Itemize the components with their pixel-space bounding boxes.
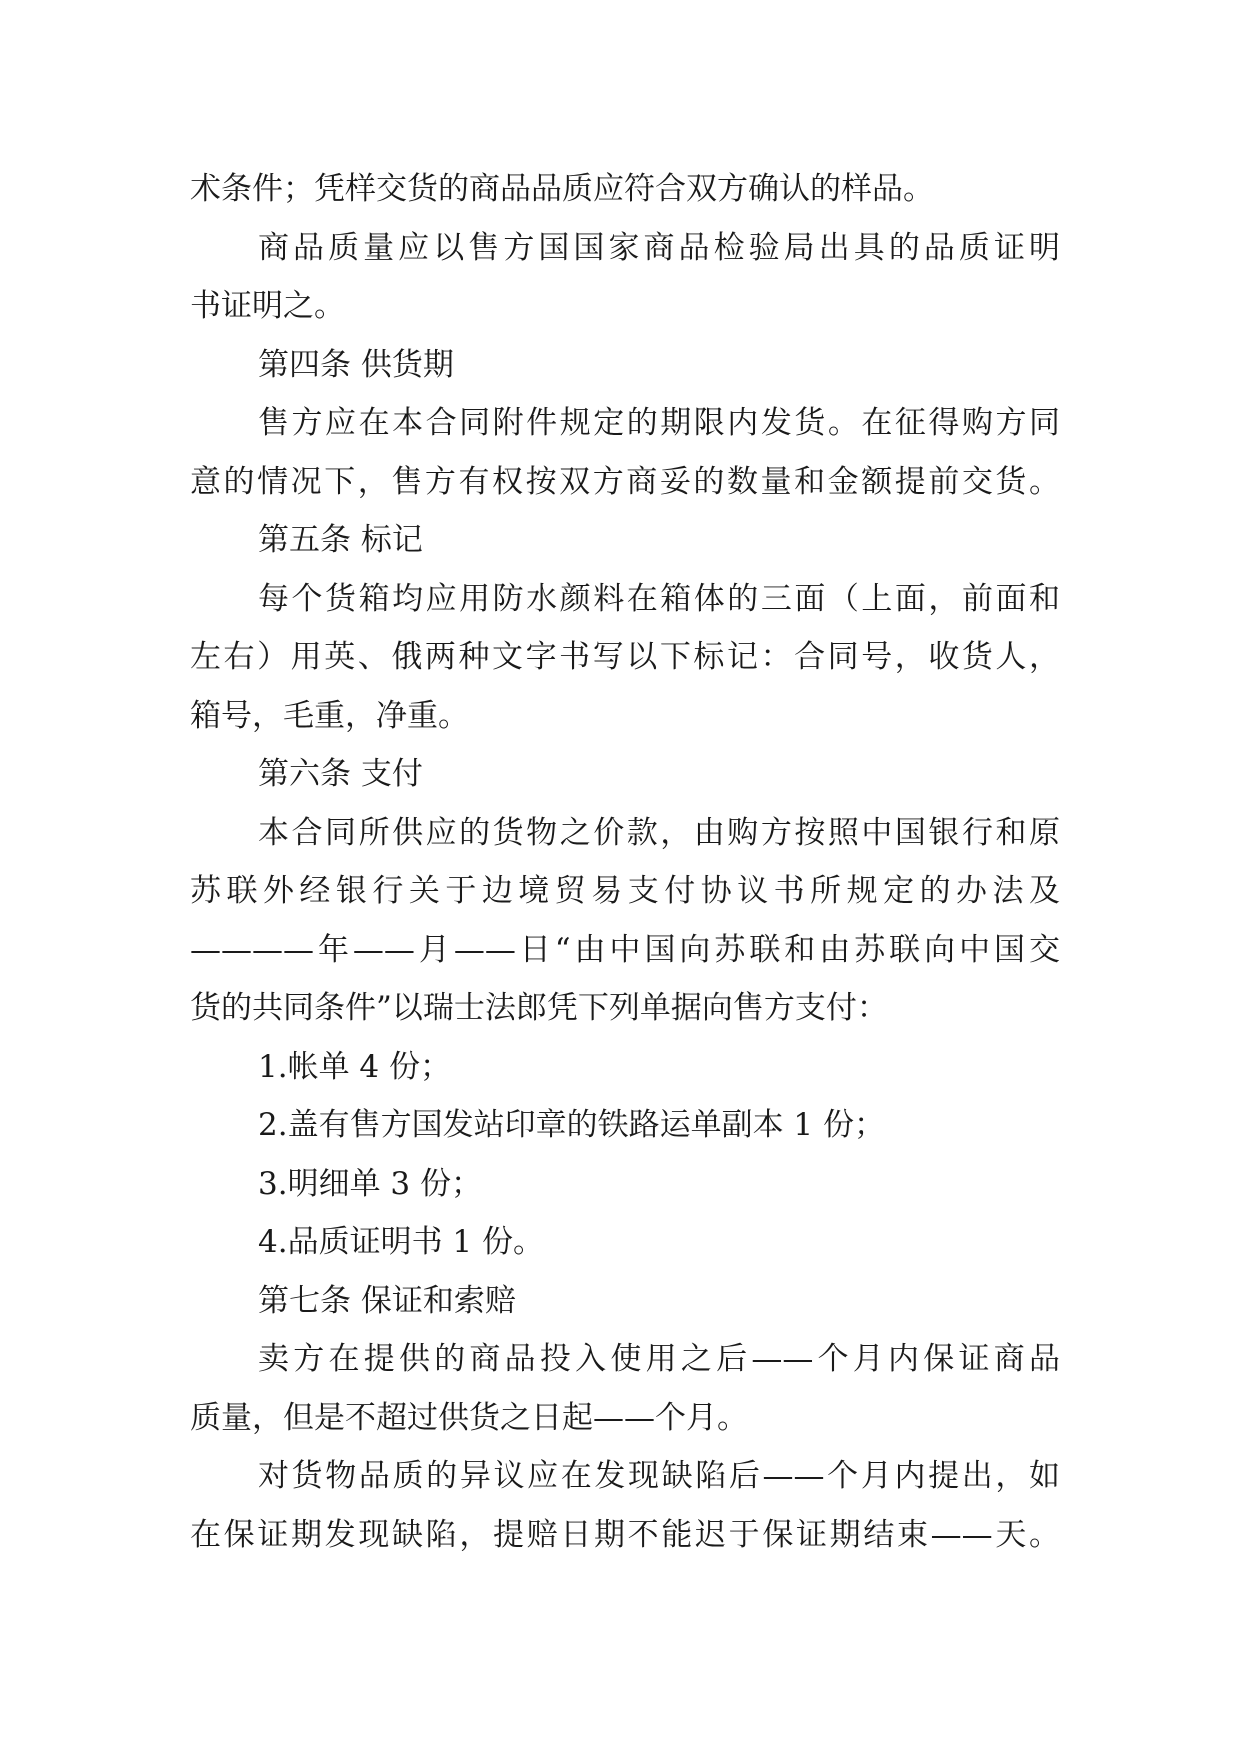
text-line: 货的共同条件”以瑞士法郎凭下列单据向售方支付： <box>190 990 888 1026</box>
text-line: 对货物品质的异议应在发现缺陷后——个月内提出，如 <box>258 1458 1060 1494</box>
section-heading: 第六条 支付 <box>258 756 423 792</box>
text-line: 书证明之。 <box>190 288 345 324</box>
list-item: 2.盖有售方国发站印章的铁路运单副本 1 份； <box>258 1107 886 1143</box>
section-heading: 第五条 标记 <box>258 522 423 558</box>
text-line: ————年——月——日“由中国向苏联和由苏联向中国交 <box>190 931 1060 968</box>
text-line: 卖方在提供的商品投入使用之后——个月内保证商品 <box>258 1341 1060 1377</box>
text-line: 左右）用英、俄两种文字书写以下标记：合同号，收货人， <box>190 639 1060 675</box>
text-line: 每个货箱均应用防水颜料在箱体的三面（上面，前面和 <box>258 580 1060 617</box>
text-line: 在保证期发现缺陷，提赔日期不能迟于保证期结束——天。 <box>190 1516 1060 1553</box>
list-item: 1.帐单 4 份； <box>258 1048 452 1085</box>
list-item: 3.明细单 3 份； <box>258 1165 483 1202</box>
text-line: 术条件；凭样交货的商品品质应符合双方确认的样品。 <box>190 171 934 207</box>
text-line: 商品质量应以售方国国家商品检验局出具的品质证明 <box>258 229 1060 266</box>
text-line: 售方应在本合同附件规定的期限内发货。在征得购方同 <box>258 405 1060 441</box>
text-line: 本合同所供应的货物之价款，由购方按照中国银行和原 <box>258 814 1060 851</box>
section-heading: 第四条 供货期 <box>258 346 454 383</box>
text-line: 意的情况下，售方有权按双方商妥的数量和金额提前交货。 <box>190 463 1060 500</box>
text-line: 质量，但是不超过供货之日起——个月。 <box>190 1399 748 1436</box>
document-body <box>190 160 1060 1564</box>
list-item: 4.品质证明书 1 份。 <box>258 1224 545 1260</box>
text-line: 苏联外经银行关于边境贸易支付协议书所规定的办法及 <box>190 873 1060 909</box>
text-line: 箱号，毛重，净重。 <box>190 697 469 734</box>
section-heading: 第七条 保证和索赔 <box>258 1282 516 1319</box>
